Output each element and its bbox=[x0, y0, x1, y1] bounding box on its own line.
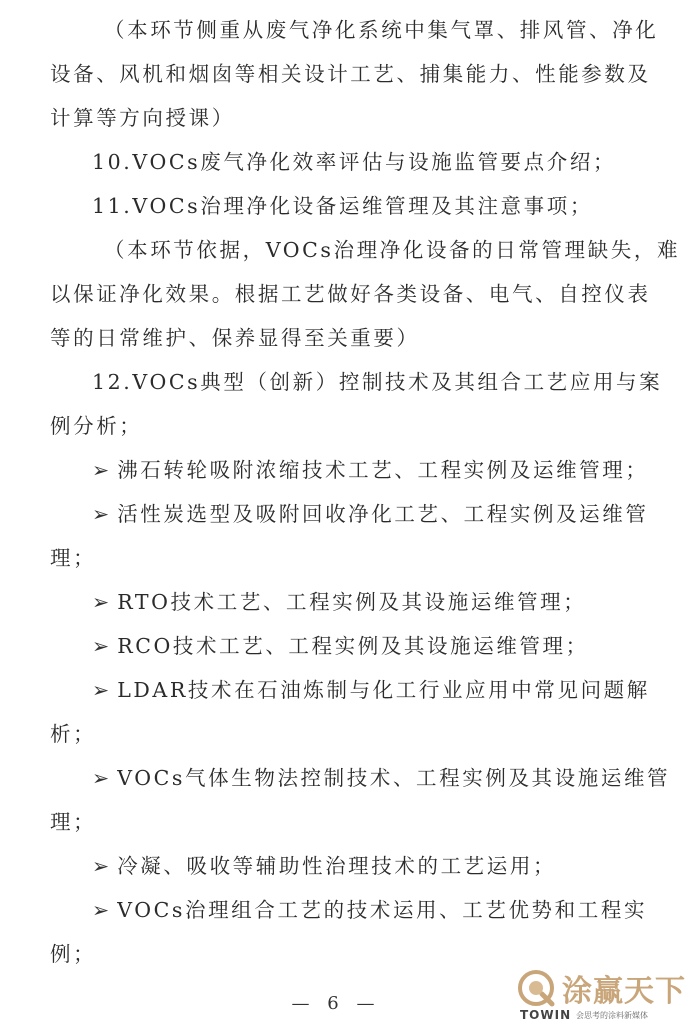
bullet-item bbox=[92, 676, 650, 704]
towin-logo-icon bbox=[516, 968, 556, 1008]
paragraph-line: 以保证净化效果。根据工艺做好各类设备、电气、自控仪表 bbox=[50, 282, 651, 306]
bullet-text: RTO技术工艺、工程实例及其设施运维管理； bbox=[117, 590, 587, 614]
arrow-bullet-icon: ➢ bbox=[92, 634, 110, 658]
arrow-bullet-icon: ➢ bbox=[92, 898, 110, 922]
list-item-12-continued: 例分析； bbox=[50, 414, 143, 438]
paragraph-line: 设备、风机和烟囱等相关设计工艺、捕集能力、性能参数及 bbox=[50, 62, 651, 86]
bullet-item bbox=[92, 632, 589, 660]
bullet-item bbox=[92, 456, 649, 484]
bullet-text: 冷凝、吸收等辅助性治理技术的工艺运用； bbox=[117, 854, 557, 878]
logo-name-en: TOWIN bbox=[520, 1008, 572, 1022]
list-item-11: 11.VOCs治理净化设备运维管理及其注意事项； bbox=[92, 194, 593, 218]
list-item-12: 12.VOCs典型（创新）控制技术及其组合工艺应用与案 bbox=[92, 370, 663, 394]
list-item-10: 10.VOCs废气净化效率评估与设施监管要点介绍； bbox=[92, 150, 617, 174]
paragraph-line: （本环节侧重从废气净化系统中集气罩、排风管、净化 bbox=[104, 18, 659, 42]
logo-name-cn: 涂赢天下 bbox=[562, 974, 686, 1009]
arrow-bullet-icon: ➢ bbox=[92, 678, 110, 702]
arrow-bullet-icon: ➢ bbox=[92, 458, 110, 482]
arrow-bullet-icon: ➢ bbox=[92, 766, 110, 790]
paragraph-line: （本环节依据，VOCs治理净化设备的日常管理缺失，难 bbox=[104, 238, 681, 262]
bullet-text: LDAR技术在石油炼制与化工行业应用中常见问题解 bbox=[117, 678, 650, 702]
bullet-item bbox=[92, 500, 649, 528]
bullet-item bbox=[92, 588, 586, 616]
bullet-item bbox=[92, 764, 670, 792]
bullet-text: VOCs治理组合工艺的技术运用、工艺优势和工程实 bbox=[117, 898, 648, 922]
bullet-item bbox=[92, 896, 647, 924]
arrow-bullet-icon: ➢ bbox=[92, 854, 110, 878]
bullet-text-continued: 理； bbox=[50, 810, 97, 834]
bullet-item bbox=[92, 852, 556, 880]
arrow-bullet-icon: ➢ bbox=[92, 590, 110, 614]
page-number: — 6 — bbox=[291, 993, 381, 1014]
paragraph-line: 计算等方向授课） bbox=[50, 106, 235, 130]
logo-tagline: 会思考的涂料新媒体 bbox=[576, 1011, 648, 1020]
arrow-bullet-icon: ➢ bbox=[92, 502, 110, 526]
bullet-text-continued: 理； bbox=[50, 546, 97, 570]
bullet-text: RCO技术工艺、工程实例及其设施运维管理； bbox=[117, 634, 589, 658]
bullet-text-continued: 例； bbox=[50, 942, 97, 966]
bullet-text-continued: 析； bbox=[50, 722, 97, 746]
towin-logo bbox=[508, 966, 686, 1022]
paragraph-line: 等的日常维护、保养显得至关重要） bbox=[50, 326, 420, 350]
bullet-text: 沸石转轮吸附浓缩技术工艺、工程实例及运维管理； bbox=[117, 458, 649, 482]
bullet-text: VOCs气体生物法控制技术、工程实例及其设施运维管 bbox=[117, 766, 671, 790]
bullet-text: 活性炭选型及吸附回收净化工艺、工程实例及运维管 bbox=[117, 502, 649, 526]
